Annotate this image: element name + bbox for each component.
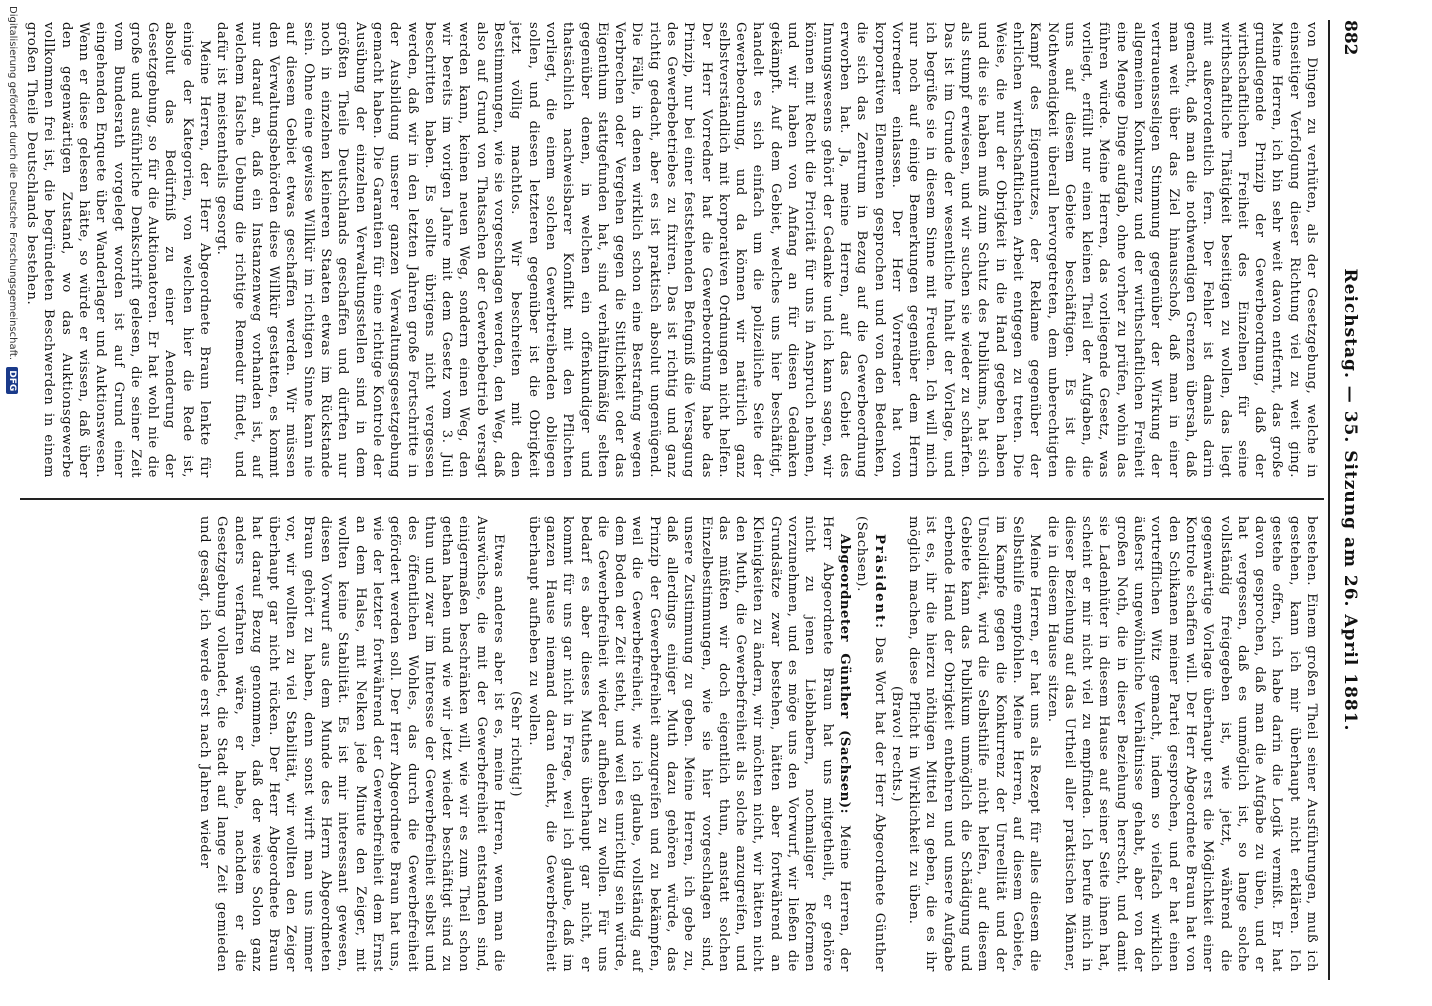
paragraph: Etwas anderes aber ist es, meine Herren, wenn man die Auswüchse, die mit der Gewerbefreiheit entstanden sind, einigermaßen beschränken will, wie wir es zum Theil schon gethan haben und wie wir jetzt wieder beschäftigt sind zu thun und zwar im Interesse der Gewerbefreiheit selbst und des öffentlichen Wohles, das durch die Gewerbefreiheit gefördert werden soll. Der Herr Abgeordnete Braun hat uns, wie der letzter fortwährend der Gewerbefreiheit dem Ernst an dem Halse, mit Nelken jede Minute den Zeiger, mit wollten keine Stabilität. Es ist mir interessant gewesen, diesen Vorwurf aus dem Munde des Herrn Abgeordneten Braun gehört zu haben, denn sonst wirft man uns immer vor, wir wollten zu viel Stabilität, wir wollten den Zeiger überhaupt gar nicht rücken. Der Herr Abgeordnete Braun hat darauf Bezug genommen, daß der weise Solon ganz anders verfahren wäre, er habe, nachdem er die Gesetzgebung vollendet, die Stadt auf lange Zeit gemieden und gesagt, ich werde erst nach Jahren wieder (197, 516, 507, 972)
paragraph: von Dingen zu verhüten, als der Gesetzgebung, welche in einseitiger Verfolgung dieser Richtung viel zu weit ging. Meine Herren, ich bin sehr weit davon entfernt, das große grundlegende Prinzip der Gewerbeordnung, daß der wirthschaftlichen Freiheit des Einzelnen für seine wirthschaftliche Thätigkeit beseitigen zu wollen, das liegt mit außerordentlich fern. Der Fehler ist damals darin gemacht, daß man die nothwendigen Grenzen übersah, daß man weit über das Ziel hinausschoß, daß man in einer vertrauensseligen Stimmung gegenüber der Wirkung der allgemeinen Konkurrenz und der wirthschaftlichen Freiheit eine Menge Dinge aufgab, ohne vorher zu prüfen, wohin das führen würde. Meine Herren, das vorliegende Gesetz, was vorliegt, erfüllt nur einen kleinen Theil der Aufgaben, die uns auf diesem Gebiete beschäftigen. Es ist die Nothwendigkeit überall hervorgetreten, dem unberechtigten Kampf des Eigennutzes, der Reklame gegenüber der ehrlichen wirthschaftlichen Arbeit entgegen zu treten. Die Weise, die nur der Obrigkeit in die Hand gegeben haben und die sie haben muß zum Schutz des Publikums, hat sich als stumpf erwiesen, und wir suchen sie wieder zu schärfen. Das ist im Grunde der wesentliche Inhalt der Vorlage, und ich begrüße sie in diesem Sinne mit Freuden. Ich will mich nur noch auf einige Bemerkungen gegenüber dem Herrn Vorredner einlassen. Der Herr Vorredner hat von korporativen Elementen gesprochen und von den Bedenken, die sich das Zentrum in Bezug auf die Gewerbeordnung erworben hat. Ja, meine Herren, auf das Gebiet des Innungswesens gehört der Gedanke und ich kann sagen, wir können mit Recht die Priorität für uns in Anspruch nehmen, und wir haben von Anfang an für diesen Gedanken gekämpft. Auf dem Gebiet, welches uns hier beschäftigt, handelt es sich einfach um die polizeiliche Seite der Gewerbeordnung, und da können wir natürlich ganz selbstverständlich mit korporativen Ordnungen nicht helfen. Der Herr Vorredner hat die Gewerbeordnung habe das Prinzip, nur bei einer feststehenden Befugniß die Versagung des Gewerbebetriebes zu fixiren. Das ist richtig und ganz richtig gedacht, aber es ist praktisch absolut ungenügend. Die Fälle, in denen wirklich schon eine Bestrafung wegen Verbrechen oder Vergehen gegen die Sittlichkeit oder das Eigenthum stattgefunden hat, sind verhältnißmäßig selten gegenüber denen, in welchen ein offenkundiger und thatsächlich nachweisbarer Konflikt mit den Pflichten vorliegt, die einem solchen Gewerbtreibenden obliegen sollen, und diesen letzteren gegenüber ist die Obrigkeit jetzt völlig machtlos. Wir beschreiten mit den Bestimmungen, wie sie vorgeschlagen werden, den Weg, daß also auf Grund von Thatsachen der Gewerbebetrieb versagt werden kann, keinen neuen Weg, sondern einen Weg, den wir bereits im vorigen Jahre mit dem Gesetz vom 3. Juli beschritten haben. Es sollte übrigens nicht vergessen werden, daß wir in den letzten Jahren große Fortschritte in der Ausbildung unserer ganzen Verwaltungsgesetzgebung gemacht haben. Die Garantien für eine richtige Kontrole der Ausübung der einzelnen Verwaltungsstellen sind in dem größten Theile Deutschlands geschaffen und dürften nur noch in einzelnen kleineren Staaten etwas im Rückstande sein. Ohne eine gewisse Willkür im richtigen Sinne kann nie auf diesem Gebiet etwas geschaffen werden. Wir müssen den Verwaltungsbehörden diese Willkür gestatten, es kommt nur darauf an, daß ein Instanzenweg vorhanden ist, auf welchem falsche Uebung die richtige Remedur findet, und dafür ist meistentheils gesorgt. (214, 22, 1319, 478)
president-text: Das Wort hat der Herr Abgeordnete Günther (Sachsen). (854, 516, 887, 972)
speaker-label-line (524, 516, 853, 972)
president-remark (853, 516, 888, 972)
credit-text: Digitalisierung gefördert durch die Deutsche Forschungsgemeinschaft. (7, 6, 18, 361)
speaker-label: Abgeordneter Günther (Sachsen): (836, 534, 852, 815)
digitization-credit (4, 0, 20, 1006)
header-rule (1328, 20, 1330, 980)
dfg-logo: DFG (6, 367, 18, 394)
right-column (196, 516, 1320, 972)
paragraph: Meine Herren, er hat uns als Rezept für alles diesem die Selbsthilfe empfohlen. Meine Herren, auf diesem Gebiete, im Kampfe gegen die Konkurrenz der Unreellität und der Unsolidität, wird die Selbsthilfe nicht helfen, auf diesem Gebiete kann das Publikum unmöglich die Schädigung und erbende Hand der Obrigkeit entbehren und unsere Aufgabe ist es, ihr die hierzu nöthigen Mittel zu geben, die es ihr möglich machen, diese Pflicht in Wirklichkeit zu üben. (906, 516, 1043, 972)
footer-strip (4, 0, 20, 1000)
page-header (1332, 20, 1366, 980)
paragraph: Meine Herren, der Herr Abgeordnete Braun lenkte für einige der Kategorien, von welchen hier die Rede ist, absolut das Bedürfniß zu einer Aenderung der Gesetzgebung, so für die Auktionatoren. Er hat wohl nie die große und ausführliche Denkschrift gelesen, die seiner Zeit vom Bundesrath vorgelegt worden ist auf Grund einer eingehenden Enquete über Wanderlager und Auktionswesen. Wenn er diese gelesen hätte, so würde er wissen, daß über den gegenwärtigen Zustand, wo das Auktionsgewerbe vollkommen frei ist, die begründeten Beschwerden in einem großen Theile Deutschlands bestehen. (24, 22, 212, 478)
paragraph: Meine Herren, der Herr Abgeordnete Braun hat uns mitgetheilt, er gehöre nicht zu jenen Liebhabern, nochmaliger Reformen vorzunehmen, und es möge uns den Vorwurf, wir ließen die Grundsätze zwar bestehen, hätten aber fortwährend an Kleinigkeiten zu ändern, wir möchten nicht, wir hätten nicht den Muth, die Gewerbefreiheit als solche anzugreifen, und das müßten wir doch eigentlich thun, anstatt solchen Einzelbestimmungen, wie sie hier vorgeschlagen sind, unsere Zustimmung zu geben. Meine Herren, ich gebe zu, daß allerdings einiger Muth dazu gehören würde, das Prinzip der Gewerbefreiheit anzugreifen und zu bekämpfen, weil die Gewerbefreiheit, wie ich glaube, vollständig auf dem Boden der Zeit steht, und weil es unrichtig sein würde, die Gewerbefreiheit wieder aufheben zu wollen. Für uns bedarf es aber dieses Muthes überhaupt gar nicht, er kommt für uns gar nicht in Frage, weil ich glaube, daß im ganzen Hause niemand daran denkt, die Gewerbefreiheit überhaupt aufheben zu wollen. (525, 516, 852, 972)
applause-note: (Bravo! rechts.) (888, 685, 904, 803)
speaker-label: Präsident: (871, 534, 887, 631)
left-column (23, 22, 1320, 478)
paragraph: bestehen. Einem großen Theil seiner Ausführungen, muß ich gestehen, kann ich mir überhaupt nicht erklären. Ich gestehe offen, ich habe darin die Logik vermißt. Er hat davon gesprochen, daß man die Aufgabe zu üben, und er hat vergessen, daß es unmöglich ist, so lange solche vollständig freigegeben ist, wie jetzt, während die gegenwärtige Vorlage überhaupt erst die Möglichkeit einer Kontrole schaffen will. Der Herr Abgeordnete Braun hat von den Schikanen meiner Partei gesprochen, und er hat einen vortrefflichen Witz gemacht, indem so vielfach wirklich äußerst ungewöhnliche Verhältnisse gehabt, aber von der großen Noth, die in dieser Beziehung herrscht, und damit sie Ladenhüter in diesem Hause auf seiner Seite ihnen hat, scheint er mir nicht viel zu empfinden. Ich berufe mich in dieser Beziehung auf das Urtheil aller praktischen Männer, die in diesem Hause sitzen. (1044, 516, 1319, 972)
page-number: 882 (1340, 20, 1360, 56)
applause-note: (Sehr richtig!) (508, 690, 524, 798)
page-title: Reichstag. — 35. Sitzung am 26. April 1881. (1340, 268, 1360, 732)
column-divider (20, 498, 1324, 500)
